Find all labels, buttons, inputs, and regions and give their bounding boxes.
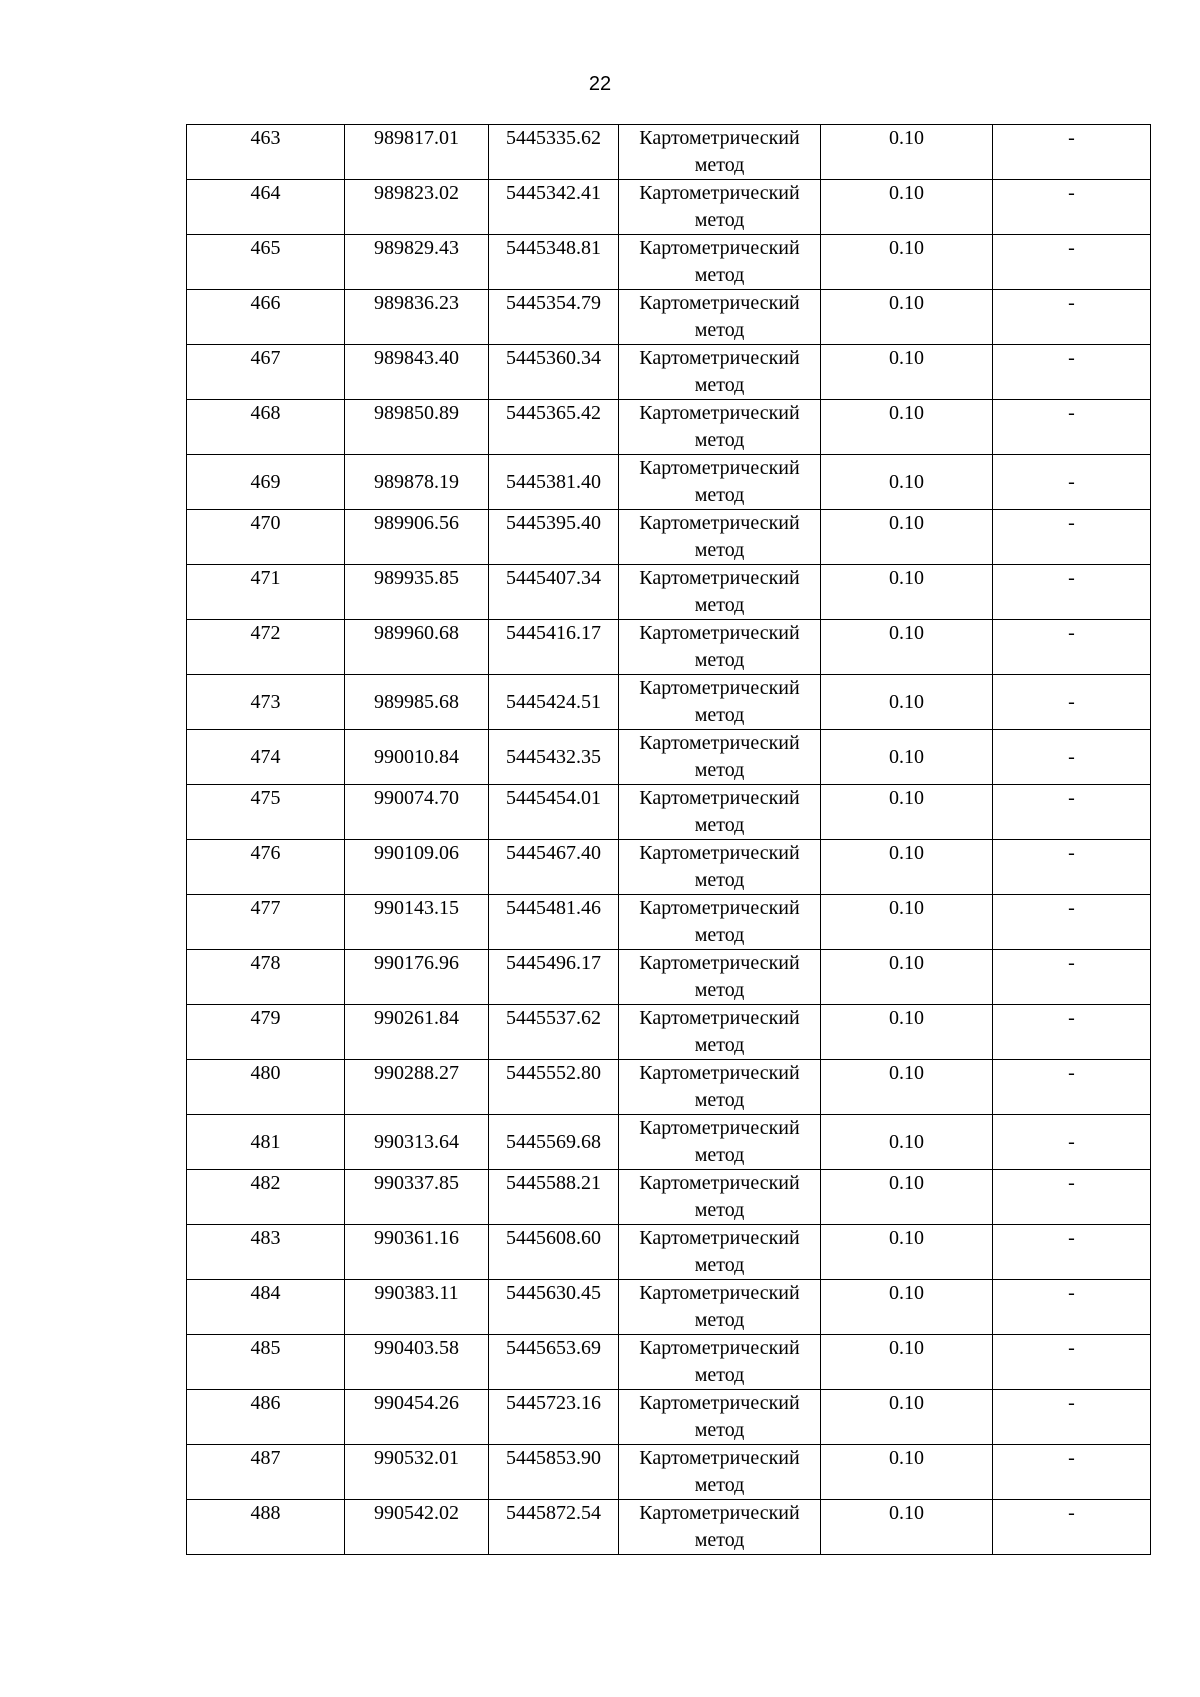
accuracy-cell: 0.10: [821, 620, 993, 675]
accuracy-cell: 0.10: [821, 235, 993, 290]
point-number-cell: 475: [187, 785, 345, 840]
accuracy-cell: 0.10: [821, 400, 993, 455]
method-cell: Картометрический метод: [619, 675, 821, 730]
accuracy-cell: 0.10: [821, 1170, 993, 1225]
table-row: [187, 1390, 1151, 1445]
point-number-cell: 482: [187, 1170, 345, 1225]
table-row: [187, 1225, 1151, 1280]
table-row: [187, 895, 1151, 950]
accuracy-cell: 0.10: [821, 1390, 993, 1445]
note-cell: -: [993, 785, 1151, 840]
accuracy-cell: 0.10: [821, 1225, 993, 1280]
x-coordinate-cell: 990074.70: [345, 785, 489, 840]
note-cell: -: [993, 1225, 1151, 1280]
table-row: [187, 1005, 1151, 1060]
note-cell: -: [993, 950, 1151, 1005]
x-coordinate-cell: 989850.89: [345, 400, 489, 455]
method-cell: Картометрический метод: [619, 950, 821, 1005]
point-number-cell: 464: [187, 180, 345, 235]
note-cell: -: [993, 895, 1151, 950]
x-coordinate-cell: 990337.85: [345, 1170, 489, 1225]
point-number-cell: 473: [187, 675, 345, 730]
point-number-cell: 486: [187, 1390, 345, 1445]
x-coordinate-cell: 989935.85: [345, 565, 489, 620]
y-coordinate-cell: 5445365.42: [489, 400, 619, 455]
method-cell: Картометрический метод: [619, 345, 821, 400]
table-row: [187, 730, 1151, 785]
accuracy-cell: 0.10: [821, 290, 993, 345]
point-number-cell: 487: [187, 1445, 345, 1500]
y-coordinate-cell: 5445335.62: [489, 125, 619, 180]
y-coordinate-cell: 5445853.90: [489, 1445, 619, 1500]
point-number-cell: 467: [187, 345, 345, 400]
x-coordinate-cell: 990313.64: [345, 1115, 489, 1170]
point-number-cell: 477: [187, 895, 345, 950]
accuracy-cell: 0.10: [821, 180, 993, 235]
accuracy-cell: 0.10: [821, 1060, 993, 1115]
table-row: [187, 565, 1151, 620]
table-row: [187, 400, 1151, 455]
y-coordinate-cell: 5445342.41: [489, 180, 619, 235]
method-cell: Картометрический метод: [619, 125, 821, 180]
table-row: [187, 180, 1151, 235]
note-cell: -: [993, 1170, 1151, 1225]
method-cell: Картометрический метод: [619, 400, 821, 455]
accuracy-cell: 0.10: [821, 1280, 993, 1335]
x-coordinate-cell: 989817.01: [345, 125, 489, 180]
point-number-cell: 479: [187, 1005, 345, 1060]
table-row: [187, 235, 1151, 290]
method-cell: Картометрический метод: [619, 510, 821, 565]
method-cell: Картометрический метод: [619, 1225, 821, 1280]
y-coordinate-cell: 5445454.01: [489, 785, 619, 840]
note-cell: -: [993, 1060, 1151, 1115]
note-cell: -: [993, 1500, 1151, 1555]
table-row: [187, 510, 1151, 565]
method-cell: Картометрический метод: [619, 730, 821, 785]
x-coordinate-cell: 989843.40: [345, 345, 489, 400]
note-cell: -: [993, 620, 1151, 675]
x-coordinate-cell: 989823.02: [345, 180, 489, 235]
x-coordinate-cell: 989836.23: [345, 290, 489, 345]
accuracy-cell: 0.10: [821, 125, 993, 180]
accuracy-cell: 0.10: [821, 1500, 993, 1555]
accuracy-cell: 0.10: [821, 785, 993, 840]
method-cell: Картометрический метод: [619, 455, 821, 510]
coordinates-table: [186, 124, 1151, 1555]
table-row: [187, 1335, 1151, 1390]
method-cell: Картометрический метод: [619, 785, 821, 840]
point-number-cell: 468: [187, 400, 345, 455]
point-number-cell: 469: [187, 455, 345, 510]
table-row: [187, 1060, 1151, 1115]
accuracy-cell: 0.10: [821, 840, 993, 895]
page-number: 22: [588, 73, 612, 95]
y-coordinate-cell: 5445608.60: [489, 1225, 619, 1280]
point-number-cell: 484: [187, 1280, 345, 1335]
x-coordinate-cell: 990261.84: [345, 1005, 489, 1060]
table-row: [187, 345, 1151, 400]
note-cell: -: [993, 1005, 1151, 1060]
method-cell: Картометрический метод: [619, 235, 821, 290]
method-cell: Картометрический метод: [619, 1060, 821, 1115]
x-coordinate-cell: 990542.02: [345, 1500, 489, 1555]
point-number-cell: 485: [187, 1335, 345, 1390]
table-row: [187, 950, 1151, 1005]
y-coordinate-cell: 5445424.51: [489, 675, 619, 730]
coordinates-table-body: [187, 125, 1151, 1555]
table-row: [187, 125, 1151, 180]
point-number-cell: 463: [187, 125, 345, 180]
note-cell: -: [993, 1115, 1151, 1170]
table-row: [187, 1170, 1151, 1225]
table-row: [187, 290, 1151, 345]
note-cell: -: [993, 1335, 1151, 1390]
table-row: [187, 840, 1151, 895]
method-cell: Картометрический метод: [619, 1280, 821, 1335]
table-row: [187, 620, 1151, 675]
method-cell: Картометрический метод: [619, 1335, 821, 1390]
accuracy-cell: 0.10: [821, 1115, 993, 1170]
point-number-cell: 465: [187, 235, 345, 290]
x-coordinate-cell: 990143.15: [345, 895, 489, 950]
point-number-cell: 476: [187, 840, 345, 895]
method-cell: Картометрический метод: [619, 1115, 821, 1170]
x-coordinate-cell: 990361.16: [345, 1225, 489, 1280]
method-cell: Картометрический метод: [619, 1500, 821, 1555]
y-coordinate-cell: 5445569.68: [489, 1115, 619, 1170]
y-coordinate-cell: 5445381.40: [489, 455, 619, 510]
method-cell: Картометрический метод: [619, 1005, 821, 1060]
accuracy-cell: 0.10: [821, 345, 993, 400]
x-coordinate-cell: 990454.26: [345, 1390, 489, 1445]
y-coordinate-cell: 5445416.17: [489, 620, 619, 675]
y-coordinate-cell: 5445354.79: [489, 290, 619, 345]
note-cell: -: [993, 1445, 1151, 1500]
note-cell: -: [993, 1390, 1151, 1445]
accuracy-cell: 0.10: [821, 950, 993, 1005]
accuracy-cell: 0.10: [821, 1005, 993, 1060]
point-number-cell: 470: [187, 510, 345, 565]
accuracy-cell: 0.10: [821, 455, 993, 510]
x-coordinate-cell: 989906.56: [345, 510, 489, 565]
note-cell: -: [993, 345, 1151, 400]
accuracy-cell: 0.10: [821, 730, 993, 785]
table-row: [187, 785, 1151, 840]
method-cell: Картометрический метод: [619, 620, 821, 675]
y-coordinate-cell: 5445360.34: [489, 345, 619, 400]
note-cell: -: [993, 455, 1151, 510]
point-number-cell: 488: [187, 1500, 345, 1555]
accuracy-cell: 0.10: [821, 675, 993, 730]
note-cell: -: [993, 730, 1151, 785]
table-row: [187, 1500, 1151, 1555]
method-cell: Картометрический метод: [619, 180, 821, 235]
x-coordinate-cell: 990010.84: [345, 730, 489, 785]
table-row: [187, 1280, 1151, 1335]
x-coordinate-cell: 990176.96: [345, 950, 489, 1005]
y-coordinate-cell: 5445653.69: [489, 1335, 619, 1390]
y-coordinate-cell: 5445552.80: [489, 1060, 619, 1115]
table-row: [187, 1115, 1151, 1170]
note-cell: -: [993, 510, 1151, 565]
note-cell: -: [993, 290, 1151, 345]
table-row: [187, 455, 1151, 510]
x-coordinate-cell: 990383.11: [345, 1280, 489, 1335]
y-coordinate-cell: 5445432.35: [489, 730, 619, 785]
note-cell: -: [993, 125, 1151, 180]
x-coordinate-cell: 989960.68: [345, 620, 489, 675]
point-number-cell: 472: [187, 620, 345, 675]
accuracy-cell: 0.10: [821, 895, 993, 950]
point-number-cell: 466: [187, 290, 345, 345]
note-cell: -: [993, 840, 1151, 895]
x-coordinate-cell: 990288.27: [345, 1060, 489, 1115]
y-coordinate-cell: 5445395.40: [489, 510, 619, 565]
note-cell: -: [993, 400, 1151, 455]
method-cell: Картометрический метод: [619, 840, 821, 895]
y-coordinate-cell: 5445407.34: [489, 565, 619, 620]
x-coordinate-cell: 990109.06: [345, 840, 489, 895]
method-cell: Картометрический метод: [619, 565, 821, 620]
y-coordinate-cell: 5445496.17: [489, 950, 619, 1005]
x-coordinate-cell: 989829.43: [345, 235, 489, 290]
y-coordinate-cell: 5445467.40: [489, 840, 619, 895]
note-cell: -: [993, 565, 1151, 620]
point-number-cell: 478: [187, 950, 345, 1005]
table-row: [187, 675, 1151, 730]
method-cell: Картометрический метод: [619, 1170, 821, 1225]
point-number-cell: 481: [187, 1115, 345, 1170]
method-cell: Картометрический метод: [619, 1445, 821, 1500]
method-cell: Картометрический метод: [619, 895, 821, 950]
accuracy-cell: 0.10: [821, 1445, 993, 1500]
note-cell: -: [993, 180, 1151, 235]
x-coordinate-cell: 989878.19: [345, 455, 489, 510]
y-coordinate-cell: 5445481.46: [489, 895, 619, 950]
y-coordinate-cell: 5445537.62: [489, 1005, 619, 1060]
method-cell: Картометрический метод: [619, 290, 821, 345]
accuracy-cell: 0.10: [821, 510, 993, 565]
accuracy-cell: 0.10: [821, 565, 993, 620]
x-coordinate-cell: 989985.68: [345, 675, 489, 730]
point-number-cell: 483: [187, 1225, 345, 1280]
x-coordinate-cell: 990532.01: [345, 1445, 489, 1500]
accuracy-cell: 0.10: [821, 1335, 993, 1390]
y-coordinate-cell: 5445630.45: [489, 1280, 619, 1335]
y-coordinate-cell: 5445723.16: [489, 1390, 619, 1445]
point-number-cell: 471: [187, 565, 345, 620]
point-number-cell: 474: [187, 730, 345, 785]
point-number-cell: 480: [187, 1060, 345, 1115]
method-cell: Картометрический метод: [619, 1390, 821, 1445]
note-cell: -: [993, 235, 1151, 290]
note-cell: -: [993, 1280, 1151, 1335]
x-coordinate-cell: 990403.58: [345, 1335, 489, 1390]
table-row: [187, 1445, 1151, 1500]
y-coordinate-cell: 5445588.21: [489, 1170, 619, 1225]
y-coordinate-cell: 5445872.54: [489, 1500, 619, 1555]
y-coordinate-cell: 5445348.81: [489, 235, 619, 290]
note-cell: -: [993, 675, 1151, 730]
